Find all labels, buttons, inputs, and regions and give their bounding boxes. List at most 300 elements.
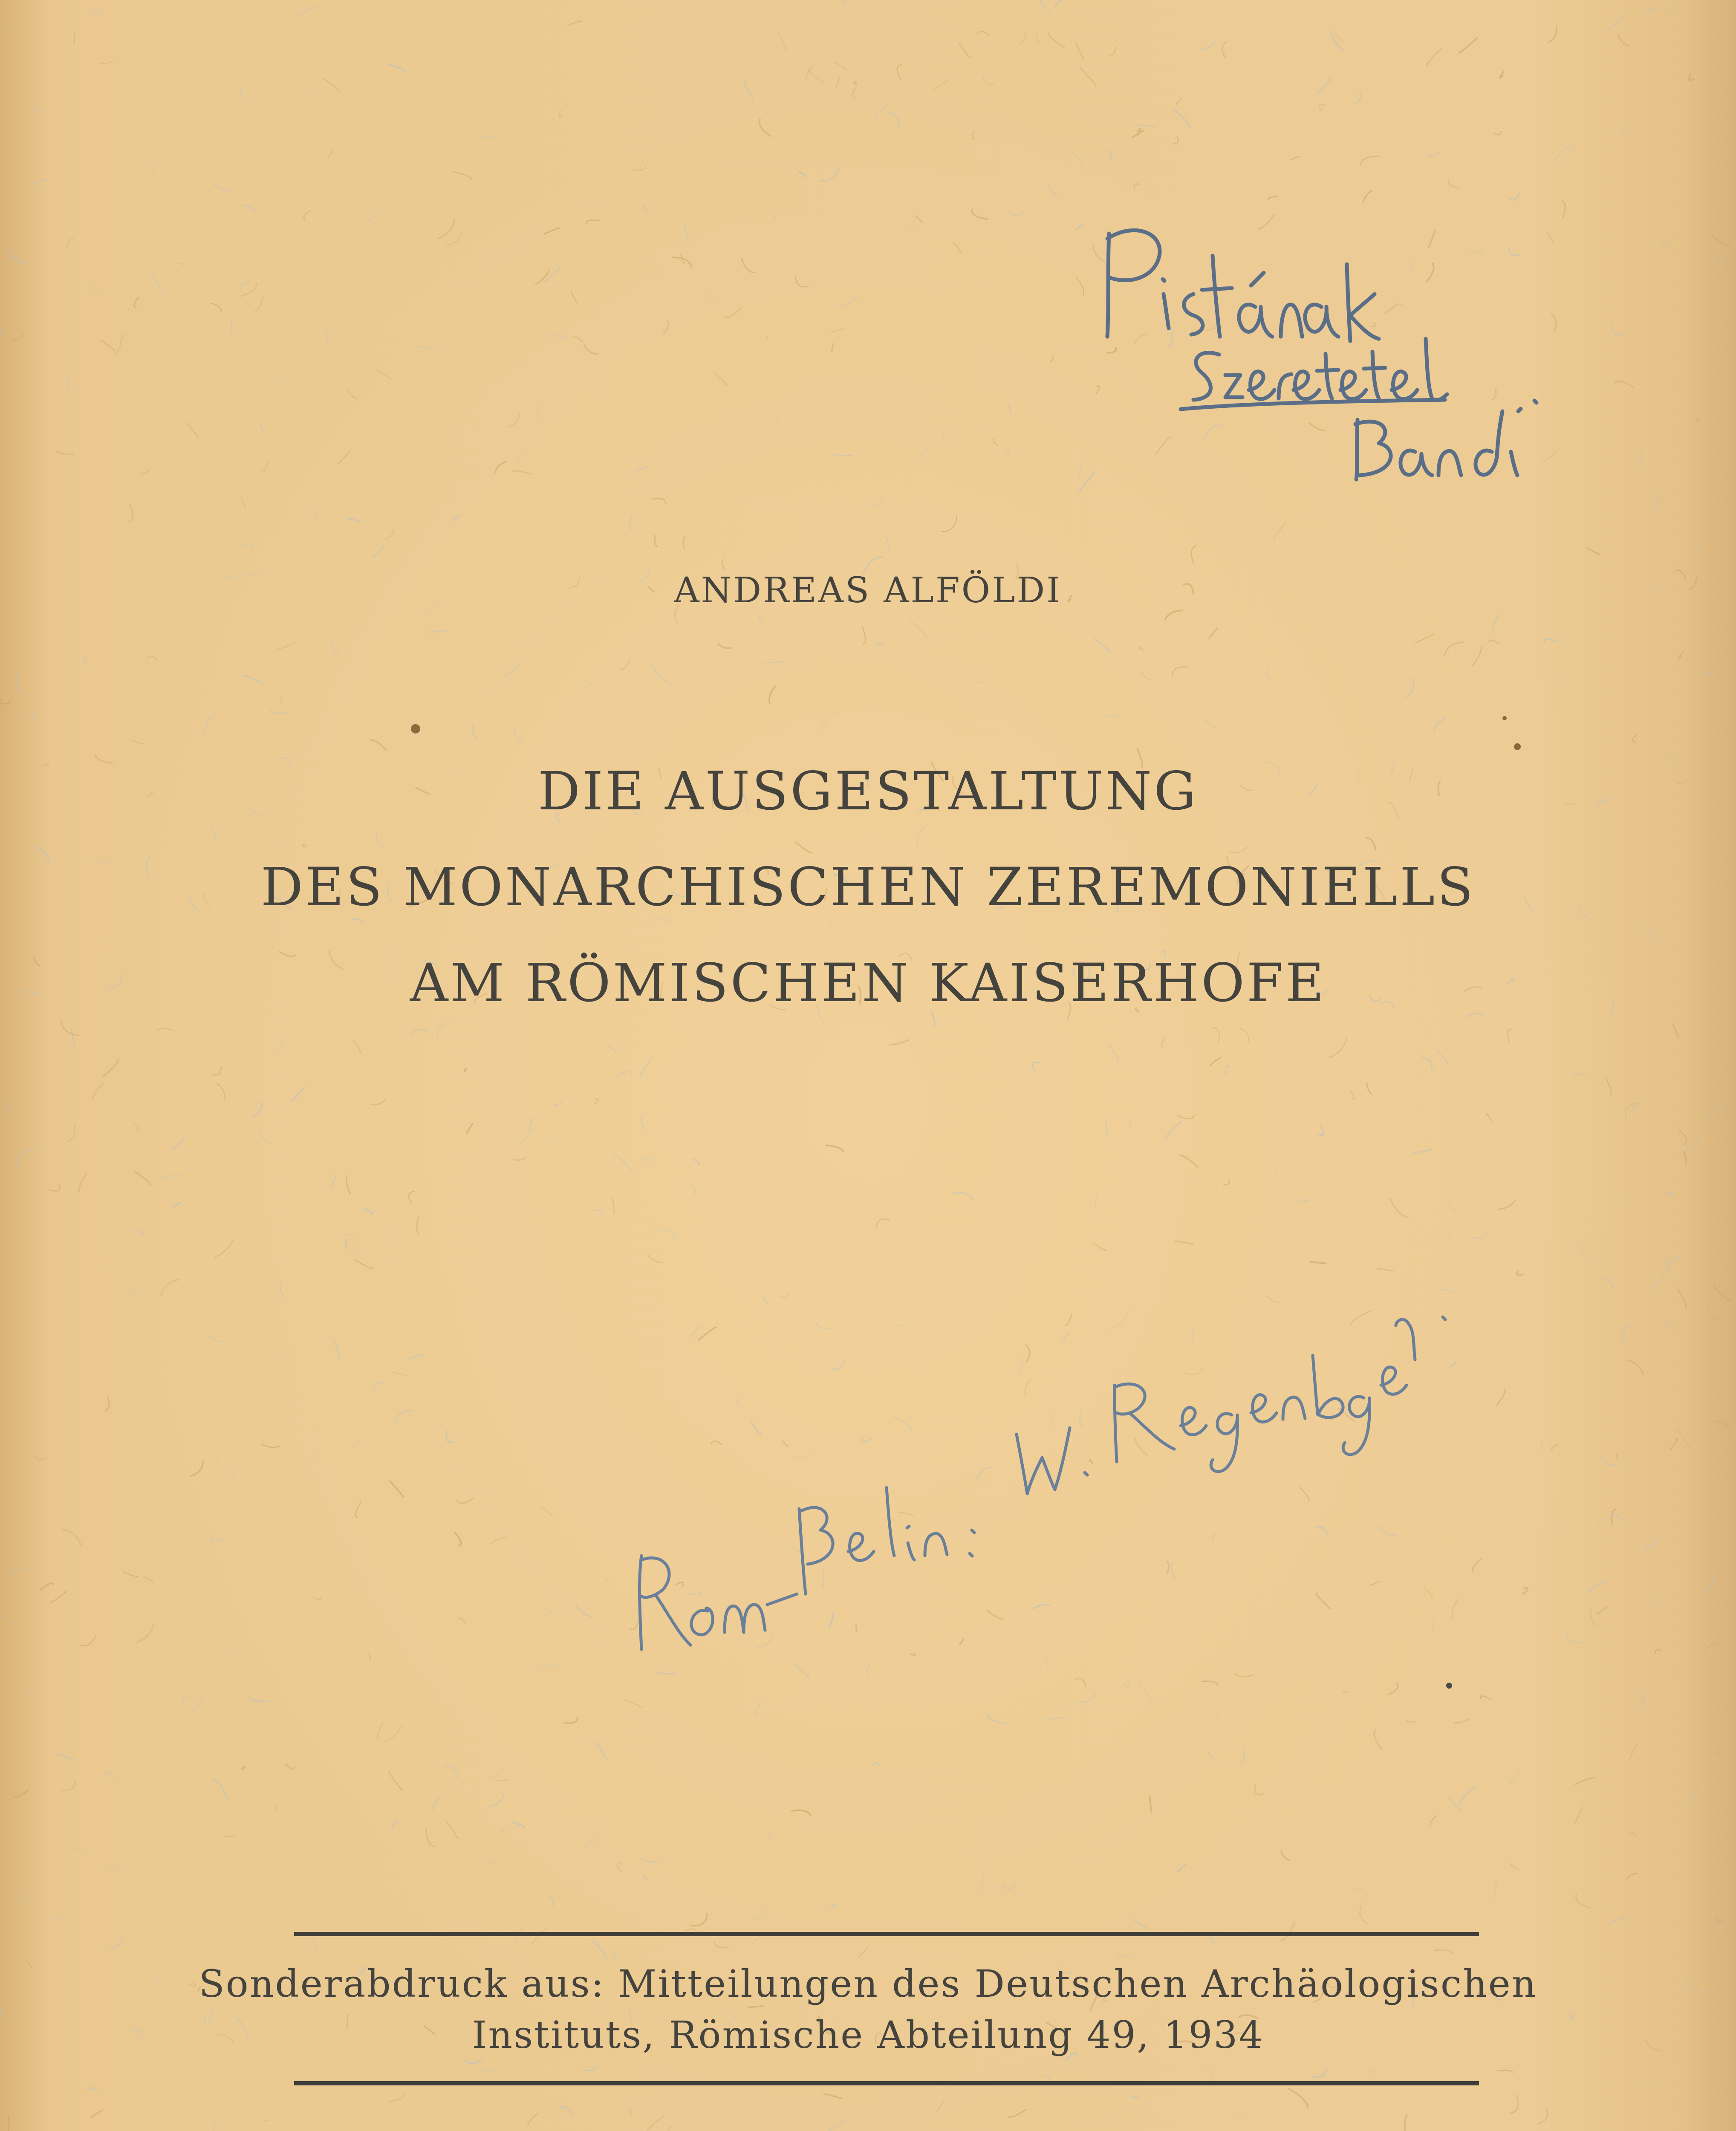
paper-fiber (1235, 1674, 1253, 1677)
paper-fiber (151, 273, 164, 292)
paper-fiber (1492, 389, 1496, 399)
paper-fiber (1632, 736, 1636, 742)
paper-fiber (1172, 1562, 1175, 1578)
paper-fiber (792, 1810, 811, 1816)
paper-fiber (832, 1904, 836, 1909)
paper-fiber (1538, 2109, 1547, 2123)
paper-fiber (92, 1084, 104, 1099)
paper-fiber (512, 471, 531, 474)
paper-fiber (1498, 2070, 1513, 2072)
paper-fiber (292, 1087, 304, 1101)
paper-fiber (1612, 1510, 1616, 1525)
paper-fiber (147, 657, 158, 660)
paper-fiber (689, 1325, 702, 1338)
paper-fiber (518, 453, 524, 464)
paper-fiber (276, 1805, 279, 1810)
paper-fiber (339, 451, 350, 463)
paper-fiber (1210, 1938, 1214, 1944)
paper-fiber (445, 1821, 457, 1838)
paper-fiber (116, 335, 122, 353)
paper-fiber (594, 1099, 598, 1104)
paper-fiber (1409, 263, 1413, 272)
paper-fiber (1425, 1588, 1433, 1598)
paper-fiber (328, 150, 333, 158)
paper-fiber (870, 497, 883, 506)
paper-fiber (718, 644, 731, 648)
paper-fiber (617, 1862, 622, 1872)
paper-fiber (1604, 1279, 1613, 1288)
paper-fiber (795, 1665, 810, 1678)
paper-fiber (1109, 47, 1116, 55)
paper-fiber (693, 1159, 700, 1165)
paper-fiber (446, 231, 462, 245)
paper-fiber (178, 263, 184, 264)
paper-fiber (1167, 1562, 1169, 1573)
imprint-line: Instituts, Römische Abteilung 49, 1934 (472, 2013, 1264, 2057)
paper-fiber (1448, 1797, 1463, 1811)
paper-fiber (255, 295, 263, 312)
paper-fiber (1427, 49, 1442, 66)
paper-fiber (1040, 0, 1051, 12)
paper-fiber (378, 1722, 383, 1740)
paper-fiber (1434, 398, 1446, 401)
paper-fiber (71, 1029, 75, 1046)
paper-fiber (389, 65, 407, 73)
paper-fiber (1210, 1058, 1220, 1066)
paper-fiber (1511, 2095, 1518, 2113)
paper-fiber (0, 14, 1, 30)
paper-fiber (1318, 1126, 1324, 1135)
paper-fiber (690, 1914, 707, 1926)
paper-fiber (835, 62, 846, 71)
paper-fiber (1651, 1279, 1666, 1291)
paper-fiber (1331, 31, 1343, 50)
paper-fiber (105, 1397, 109, 1411)
paper-fiber (1447, 1202, 1458, 1213)
paper-fiber (1136, 125, 1154, 127)
paper-fiber (1405, 679, 1414, 696)
paper-fiber (446, 1431, 453, 1442)
paper-fiber (211, 1539, 221, 1543)
paper-fiber (779, 1293, 788, 1298)
paper-fiber (779, 33, 786, 51)
paper-fiber (1095, 1193, 1098, 1211)
paper-fiber (173, 1138, 185, 1149)
paper-fiber (1367, 1083, 1371, 1094)
paper-fiber (243, 206, 257, 212)
paper-fiber (1046, 1717, 1065, 1719)
paper-fiber (1572, 1072, 1587, 1074)
paper-fiber (1155, 437, 1171, 455)
paper-fiber (615, 1072, 631, 1077)
paper-fiber (843, 296, 858, 306)
paper-fiber (1201, 42, 1215, 49)
paper-fiber (1469, 251, 1482, 256)
paper-fiber (821, 168, 839, 181)
paper-fiber (1492, 614, 1499, 629)
paper-fiber (191, 1461, 203, 1476)
paper-fiber (99, 60, 113, 64)
paper-fiber (10, 1569, 29, 1576)
paper-fiber (12, 333, 23, 341)
paper-fiber (872, 1763, 878, 1765)
paper-fiber (1048, 184, 1057, 197)
paper-fiber (467, 1123, 473, 1133)
paper-fiber (852, 87, 856, 98)
paper-fiber (1704, 1201, 1708, 1216)
paper-fiber (14, 1790, 28, 1797)
paper-fiber (573, 337, 582, 342)
paper-fiber (1173, 109, 1190, 127)
title-line: AM RÖMISCHEN KAISERHOFE (410, 953, 1326, 1014)
paper-fiber (1266, 1295, 1281, 1303)
paper-fiber (647, 1157, 657, 1164)
paper-fiber (1509, 1863, 1518, 1870)
paper-fiber (1622, 1325, 1630, 1342)
paper-fiber (1452, 1599, 1459, 1618)
paper-fiber (503, 660, 521, 679)
paper-fiber (652, 666, 671, 684)
paper-fiber (240, 282, 248, 290)
paper-fiber (911, 217, 914, 229)
paper-fiber (465, 1068, 466, 1071)
paper-fiber (751, 1422, 761, 1434)
paper-fiber (1472, 1230, 1488, 1239)
paper-fiber (943, 431, 946, 442)
paper-fiber (1655, 1649, 1661, 1653)
paper-fiber (759, 616, 764, 623)
paper-fiber (1135, 1439, 1147, 1455)
paper-fiber (250, 1697, 268, 1701)
paper-fiber (867, 1663, 870, 1676)
paper-fiber (910, 1653, 915, 1655)
paper-fiber (1109, 1045, 1118, 1060)
paper-fiber (32, 107, 41, 110)
paper-fiber (409, 1191, 414, 1202)
paper-fiber (1626, 1873, 1637, 1880)
paper-fiber (1299, 1198, 1310, 1202)
paper-fiber (324, 326, 328, 342)
paper-fiber (1678, 652, 1684, 658)
paper-fiber (277, 643, 295, 650)
paper-fiber (843, 0, 852, 4)
paper-fiber (1562, 201, 1565, 217)
paper-fiber (898, 1512, 914, 1516)
paper-fiber (976, 1467, 991, 1479)
paper-fiber (1509, 1770, 1520, 1784)
paper-fiber (833, 455, 852, 456)
paper-fiber (856, 1625, 857, 1632)
paper-fiber (663, 320, 669, 334)
paper-fiber (742, 259, 754, 273)
paper-fiber (304, 211, 310, 221)
paper-fiber (473, 725, 477, 739)
paper-fiber (639, 1158, 647, 1161)
paper-fiber (1413, 1150, 1431, 1154)
paper-fiber (1213, 1709, 1219, 1720)
paper-fiber (993, 439, 998, 445)
paper-fiber (17, 1149, 34, 1167)
paper-fiber (270, 710, 289, 713)
paper-fiber (299, 7, 316, 16)
paper-fiber (1473, 1559, 1481, 1571)
paper-fiber (1612, 325, 1621, 335)
paper-fiber (714, 372, 728, 385)
paper-fiber (1575, 1777, 1594, 1784)
paper-fiber (586, 220, 600, 223)
paper-fiber (1355, 91, 1361, 104)
paper-fiber (1009, 211, 1023, 215)
paper-fiber (1717, 1918, 1721, 1922)
paper-fiber (1080, 68, 1096, 87)
paper-fiber (576, 1606, 591, 1617)
paper-fiber (893, 1416, 912, 1430)
paper-fiber (1309, 423, 1325, 430)
paper-fiber (1066, 1314, 1072, 1326)
paper-fiber (1575, 1808, 1582, 1823)
paper-fiber (1715, 1421, 1731, 1435)
paper-fiber (392, 1372, 408, 1375)
paper-fiber (352, 1249, 361, 1258)
paper-fiber (808, 69, 826, 83)
paper-fiber (567, 21, 581, 26)
paper-fiber (231, 317, 232, 334)
paper-fiber (455, 1533, 461, 1546)
paper-fiber (583, 2067, 596, 2070)
paper-fiber (1551, 314, 1556, 331)
paper-fiber (1374, 1730, 1382, 1749)
paper-fiber (722, 560, 725, 569)
paper-fiber (104, 1772, 113, 1778)
paper-fiber (540, 1666, 557, 1670)
paper-fiber (1553, 144, 1571, 161)
paper-fiber (488, 1769, 502, 1779)
paper-fiber (725, 308, 740, 318)
paper-fiber (543, 1608, 553, 1619)
paper-fiber (555, 1102, 562, 1106)
paper-fiber (1033, 1062, 1040, 1071)
paper-fiber (390, 1481, 403, 1497)
author-name: ANDREAS ALFÖLDI (674, 570, 1062, 611)
paper-fiber (1315, 1527, 1329, 1536)
paper-fiber (571, 291, 578, 303)
paper-fiber (612, 1198, 614, 1214)
paper-fiber (1131, 2096, 1139, 2098)
paper-fiber (140, 470, 150, 474)
paper-fiber (56, 1754, 73, 1759)
paper-fiber (1645, 10, 1658, 13)
paper-fiber (33, 180, 47, 185)
paper-fiber (1173, 667, 1187, 677)
paper-fiber (1509, 192, 1520, 200)
paper-fiber (1175, 1242, 1193, 1244)
paper-fiber (584, 1839, 594, 1846)
paper-fiber (1165, 1121, 1182, 1140)
paper-fiber (1446, 1234, 1451, 1241)
paper-fiber (829, 1613, 833, 1628)
paper-fiber (1697, 418, 1701, 422)
paper-fiber (355, 1260, 373, 1268)
paper-fiber (1596, 1517, 1610, 1521)
paper-fiber (1606, 15, 1623, 29)
paper-fiber (652, 498, 666, 503)
paper-fiber (136, 1624, 153, 1643)
paper-fiber (1202, 1681, 1218, 1686)
paper-fiber (1429, 230, 1436, 247)
paper-fiber (790, 1548, 803, 1565)
paper-fiber (673, 257, 692, 267)
paper-fiber (656, 1672, 675, 1674)
paper-fiber (685, 223, 689, 240)
paper-fiber (514, 1158, 526, 1160)
paper-fiber (816, 1322, 831, 1329)
paper-fiber (1185, 1368, 1203, 1375)
paper-fiber (24, 1691, 28, 1696)
paper-fiber (208, 2120, 215, 2131)
paper-fiber (1025, 1380, 1031, 1396)
paper-fiber (854, 81, 857, 85)
paper-fiber (368, 210, 382, 222)
paper-fiber (1370, 2069, 1375, 2077)
offprint-imprint (0, 1958, 1736, 2061)
paper-fiber (79, 1174, 87, 1192)
paper-fiber (598, 1744, 609, 1761)
paper-fiber (240, 85, 247, 100)
paper-fiber (972, 210, 988, 219)
paper-fiber (460, 1618, 465, 1623)
paper-fiber (134, 297, 139, 308)
paper-fiber (1289, 2089, 1308, 2108)
paper-fiber (1676, 1429, 1690, 1448)
paper-fiber (714, 1943, 728, 1948)
paper-fiber (365, 1208, 372, 1214)
paper-fiber (124, 1571, 137, 1577)
paper-fiber (676, 1582, 683, 1587)
paper-fiber (457, 1498, 473, 1503)
paper-fiber (67, 1125, 75, 1141)
paper-fiber (1670, 1439, 1677, 1450)
paper-fiber (1636, 452, 1641, 468)
paper-fiber (1021, 31, 1025, 45)
paper-fiber (501, 1830, 505, 1831)
paper-fiber (532, 1929, 546, 1945)
paper-fiber (1317, 78, 1330, 94)
paper-fiber (254, 1103, 262, 1116)
paper-fiber (173, 1203, 181, 1207)
paper-fiber (614, 1154, 631, 1170)
paper-fiber (453, 515, 459, 521)
paper-fiber (1486, 1114, 1492, 1121)
paper-fiber (1046, 1414, 1053, 1426)
paper-fiber (1239, 2116, 1241, 2117)
paper-fiber (953, 243, 962, 254)
paper-fiber (224, 1835, 235, 1836)
paper-fiber (280, 1284, 287, 1300)
paper-fiber (1509, 249, 1519, 255)
paper-fiber (1079, 472, 1094, 491)
paper-fiber (1107, 348, 1116, 353)
paper-fiber (754, 1902, 766, 1920)
paper-fiber (1491, 1880, 1496, 1898)
paper-fiber (1204, 425, 1221, 439)
paper-fiber (309, 505, 316, 521)
paper-fiber (977, 32, 989, 35)
paper-fiber (241, 283, 257, 296)
paper-fiber (1716, 1752, 1719, 1756)
paper-fiber (1020, 1358, 1023, 1374)
paper-fiber (933, 81, 948, 90)
paper-fiber (711, 1441, 721, 1444)
paper-fiber (1689, 74, 1694, 80)
paper-fiber (648, 1256, 663, 1263)
paper-fiber (352, 1442, 358, 1448)
paper-fiber (875, 102, 893, 116)
paper-fiber (324, 78, 340, 92)
top-rule (294, 1932, 1479, 1936)
paper-fiber (376, 369, 391, 378)
paper-fiber (1489, 640, 1499, 644)
paper-fiber (205, 716, 213, 731)
paper-fiber (1317, 1593, 1330, 1608)
paper-fiber (1636, 1692, 1644, 1707)
paper-fiber (1025, 1345, 1030, 1361)
paper-fiber (1320, 104, 1324, 110)
paper-fiber (822, 1571, 823, 1588)
paper-fiber (217, 1084, 225, 1101)
paper-fiber (542, 266, 561, 282)
paper-fiber (261, 422, 264, 432)
paper-fiber (634, 467, 648, 474)
paper-fiber (1615, 1199, 1617, 1201)
paper-fiber (0, 326, 3, 335)
paper-fiber (782, 1441, 788, 1446)
paper-fiber (1597, 1607, 1606, 1614)
paper-fiber (1455, 1719, 1470, 1723)
paper-fiber (92, 2110, 102, 2117)
paper-fiber (1222, 42, 1226, 58)
paper-fiber (1494, 132, 1501, 135)
paper-fiber (1582, 1246, 1588, 1260)
paper-fiber (445, 1766, 457, 1778)
paper-fiber (607, 1045, 615, 1051)
paper-fiber (1684, 1152, 1687, 1164)
paper-fiber (1192, 1329, 1193, 1340)
paper-fiber (1706, 1577, 1713, 1591)
paper-fiber (612, 1952, 618, 1958)
paper-fiber (793, 1453, 811, 1458)
paper-fiber (135, 1124, 139, 1130)
paper-fiber (1281, 1850, 1290, 1860)
paper-fiber (1096, 386, 1100, 394)
paper-fiber (683, 536, 685, 548)
paper-fiber (277, 381, 289, 387)
paper-fiber (215, 1240, 233, 1257)
paper-fiber (1213, 1534, 1216, 1540)
paper-fiber (915, 445, 927, 459)
paper-fiber (836, 77, 840, 88)
paper-fiber (1334, 34, 1343, 41)
paper-fiber (537, 404, 545, 418)
paper-fiber (1629, 1743, 1638, 1760)
imprint-line: Sonderabdruck aus: Mitteilungen des Deutschen Archäologischen (199, 1962, 1537, 2006)
paper-fiber (259, 1132, 272, 1143)
paper-fiber (1703, 1105, 1722, 1121)
paper-fiber (347, 1234, 358, 1243)
paper-fiber (1355, 1888, 1366, 1899)
paper-fiber (495, 462, 506, 472)
paper-fiber (1710, 233, 1730, 246)
paper-fiber (1434, 1950, 1453, 1954)
